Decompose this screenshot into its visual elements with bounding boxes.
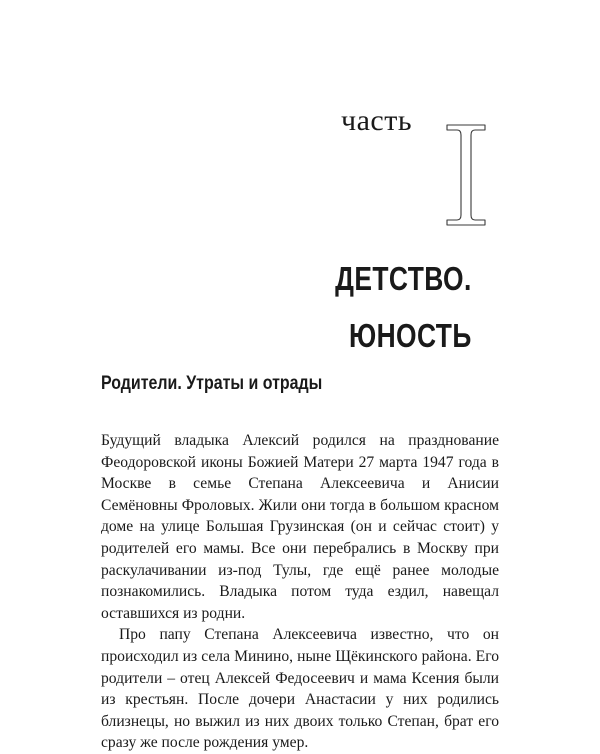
section-heading: Родители. Утраты и отрады <box>101 373 323 394</box>
paragraph: Будущий владыка Алексий родился на празднование Феодоровской иконы Божией Матери 27 марта 1947 года в Москве в семье Степана Алексеевича и Анисии Семёновны Фроловых. Жили они тогда в большом красном доме на улице Большая Грузинская (он и сейчас стоит) у родителей его мамы. Все они перебрались в Москву при раскулачивании из-под Тулы, где ещё ранее молодые познакомились. Владыка потом туда ездил, навещал оставшихся из родни. <box>101 432 499 622</box>
paragraph: Про папу Степана Алексеевича известно, что он происходил из села Минино, ныне Щёкинского района. Его родители – отец Алексей Федосеевич и мама Ксения были из крестьян. После дочери Анастасии у них родились близнецы, но выжил из них двоих только Степан, брат его сразу же после рождения умер. <box>101 626 499 752</box>
part-title-line-2: ЮНОСТЬ <box>349 317 472 354</box>
part-title-line-1: ДЕТСТВО. <box>335 260 472 297</box>
part-title <box>335 250 472 364</box>
part-numeral <box>446 124 486 226</box>
body-text <box>101 430 499 754</box>
part-label: часть <box>341 104 413 137</box>
